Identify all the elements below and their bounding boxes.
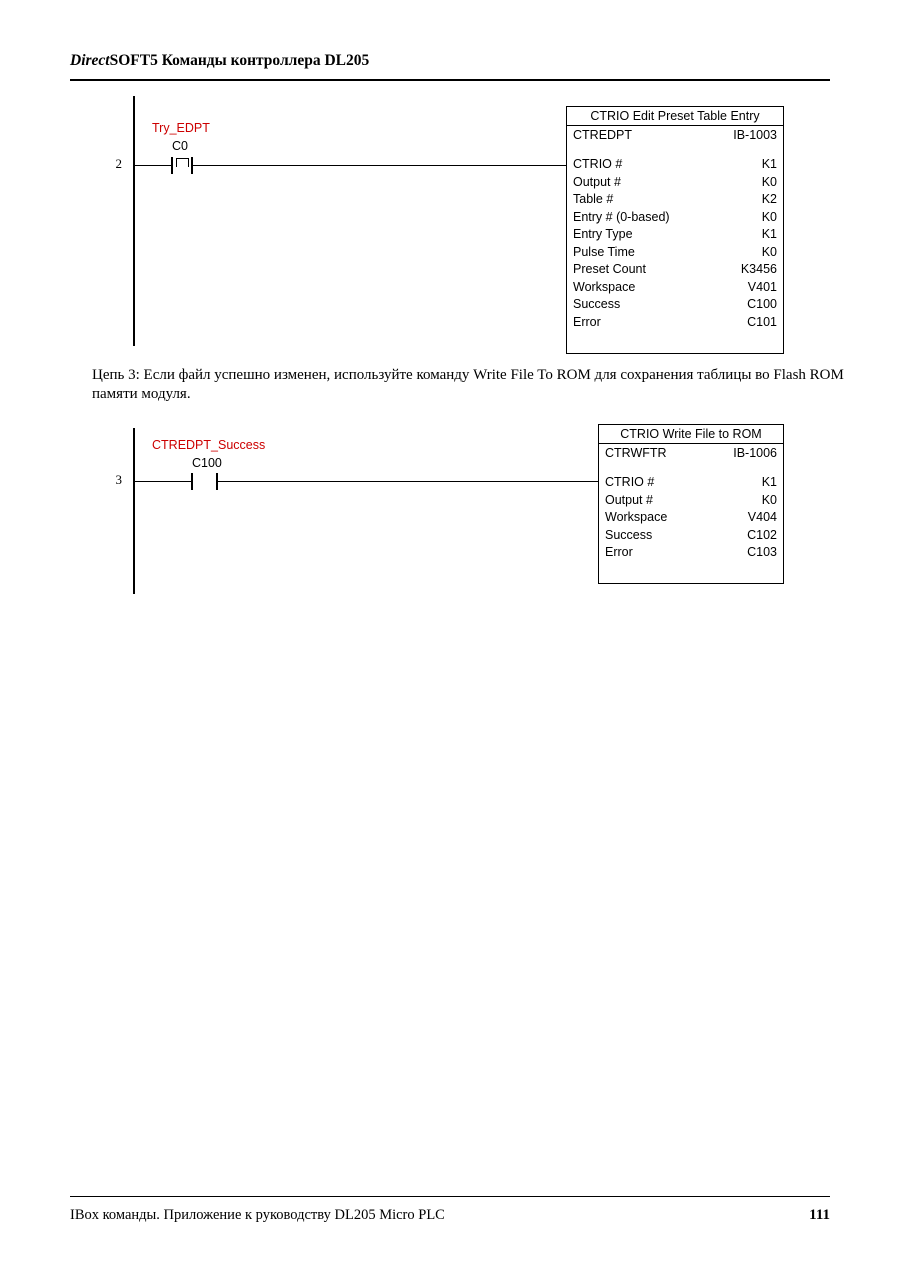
ibox-id: IB-1003 (733, 128, 777, 142)
param-name: Error (573, 314, 601, 329)
param-value: V404 (747, 510, 777, 524)
param-value: K0 (761, 244, 777, 259)
ibox-parameter-list (599, 460, 783, 568)
ibox-mnemonic: CTREDPT (573, 128, 633, 142)
contact-nickname: Try_EDPT (152, 121, 210, 135)
param-value: K0 (761, 209, 777, 224)
page-header (70, 52, 830, 70)
footer-text: IBox команды. Приложение к руководству DL205 Micro PLC (70, 1207, 445, 1223)
rung-wire-left (133, 165, 171, 166)
header-brand-italic: Direct (70, 52, 110, 69)
rung-number: 2 (115, 156, 122, 171)
ibox-param-row[interactable] (573, 296, 777, 314)
rung-number: 3 (115, 472, 122, 487)
ibox-param-row[interactable] (573, 226, 777, 244)
instruction-box-ctrwftr[interactable] (598, 424, 784, 584)
header-brand-rest: SOFT5 (109, 52, 158, 69)
param-name: CTRIO # (605, 475, 655, 489)
page-number: 111 (809, 1207, 830, 1223)
ibox-title: CTRIO Write File to ROM (599, 425, 783, 444)
param-name: Entry Type (573, 227, 633, 241)
ibox-param-row[interactable] (605, 544, 777, 562)
param-value: K0 (761, 174, 777, 189)
ibox-mnemonic: CTRWFTR (605, 446, 667, 460)
param-name: Output # (605, 492, 653, 507)
ibox-id: IB-1006 (733, 446, 777, 460)
body-paragraph: Цепь 3: Если файл успешно изменен, используйте команду Write File To ROM для сохранения таблицы во Flash ROM памяти модуля. (92, 367, 844, 402)
param-name: Pulse Time (573, 244, 635, 259)
ibox-parameter-list (567, 142, 783, 337)
param-name: Table # (573, 192, 614, 206)
param-name: Success (605, 527, 653, 542)
param-name: Workspace (605, 510, 668, 524)
ibox-param-row[interactable] (605, 509, 777, 527)
normally-open-contact-icon[interactable] (191, 473, 218, 490)
power-rail-left (133, 96, 135, 346)
param-value: K0 (761, 492, 777, 507)
ibox-param-row[interactable] (573, 261, 777, 279)
param-value: K2 (761, 192, 777, 206)
param-name: Output # (573, 174, 621, 189)
power-rail-left (133, 428, 135, 594)
ibox-param-row[interactable] (605, 492, 777, 510)
rung-wire-right (218, 481, 598, 482)
ibox-title: CTRIO Edit Preset Table Entry (567, 107, 783, 126)
ibox-param-row[interactable] (605, 474, 777, 492)
ibox-param-row[interactable] (573, 156, 777, 174)
rung-wire-right (192, 165, 566, 166)
param-value: C102 (747, 527, 777, 542)
footer-divider (70, 1196, 830, 1197)
rung-wire-left (133, 481, 191, 482)
param-value: C103 (747, 545, 777, 559)
param-name: CTRIO # (573, 157, 623, 171)
instruction-box-ctredpt[interactable] (566, 106, 784, 354)
param-value: K3456 (740, 262, 777, 276)
param-value: C101 (747, 314, 777, 329)
param-name: Entry # (0-based) (573, 209, 670, 224)
header-divider (70, 79, 830, 81)
param-name: Preset Count (573, 262, 646, 276)
ibox-param-row[interactable] (573, 174, 777, 192)
page-footer (70, 1207, 830, 1224)
param-value: K1 (761, 227, 777, 241)
param-name: Error (605, 545, 633, 559)
param-name: Workspace (573, 279, 636, 294)
ibox-param-row[interactable] (573, 244, 777, 262)
param-name: Success (573, 297, 621, 311)
ibox-param-row[interactable] (573, 279, 777, 297)
param-value: K1 (761, 475, 777, 489)
ibox-param-row[interactable] (573, 209, 777, 227)
contact-address: C100 (192, 456, 222, 470)
ibox-param-row[interactable] (573, 191, 777, 209)
ibox-param-row[interactable] (573, 314, 777, 332)
rising-edge-contact-icon[interactable] (171, 157, 193, 174)
contact-nickname: CTREDPT_Success (152, 438, 266, 452)
ibox-param-row[interactable] (605, 527, 777, 545)
param-value: V401 (747, 279, 777, 294)
header-title: Команды контроллера DL205 (157, 52, 370, 69)
param-value: K1 (761, 157, 777, 171)
param-value: C100 (747, 297, 777, 311)
contact-address: C0 (172, 139, 188, 153)
